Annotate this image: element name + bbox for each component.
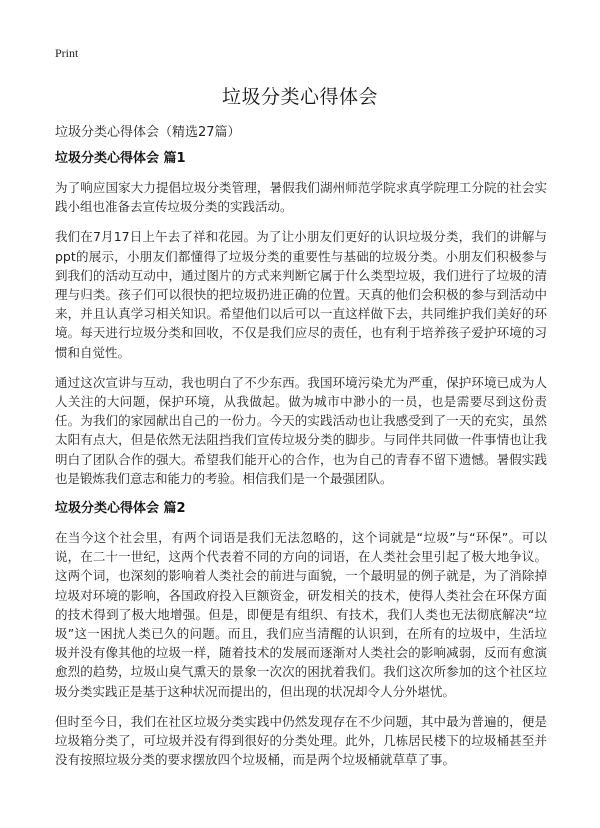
document-content <box>55 149 547 780</box>
paragraph: 但时至今日，我们在社区垃圾分类实践中仍然发现存在不少问题，其中最为普遍的，便是垃圾箱分类了，可垃圾并没有得到很好的分类处理。此外，几栋居民楼下的垃圾桶甚至并没有按照垃圾分类的要求摆放四个垃圾桶，而是两个垃圾桶就草草了事。 <box>55 713 547 768</box>
section-heading: 垃圾分类心得体会 篇2 <box>55 501 186 517</box>
document-title: 垃圾分类心得体会 <box>221 86 378 108</box>
paragraph: 在当今这个社会里，有两个词语是我们无法忽略的，这个词就是“垃圾”与“环保”。可以说，在二十一世纪，这两个代表着不同的方向的词语，在人类社会里引起了极大地争议。这两个词，也深刻的影响着人类社会的前进与面貌，一个最明显的例子就是，为了消除掉垃圾对环境的影响，各国政府投入巨额资金，研发相关的技术，使得人类社会在环保方面的技术得到了极大地增强。但是，即便是有组织、有技术，我们人类也无法彻底解决“垃圾”这一困扰人类已久的问题。而且，我们应当清醒的认识到，在所有的垃圾中，生活垃圾并没有像其他的垃圾一样，随着技术的发展而逐渐对人类社会的影响减弱，反而有愈演愈烈的趋势，垃圾山臭气熏天的景象一次次的困扰着我们。我们这次所参加的这个社区垃圾分类实践正是基于这种状况而提出的，但出现的状况却令人分外堪忧。 <box>55 530 547 699</box>
document-subtitle: 垃圾分类心得体会（精选27篇） <box>55 125 241 140</box>
paragraph: 通过这次宣讲与互动，我也明白了不少东西。我国环境污染尤为严重，保护环境已成为人人关注的大问题，保护环境，从我做起。做为城市中渺小的一员，也是需要尽到这份责任。为我们的家园献出自己的一份力。今天的实践活动也让我感受到了一天的充实，虽然太阳有点大，但是依然无法阻挡我们宣传垃圾分类的脚步。与同伴共同做一件事情也让我明白了团队合作的强大。希望我们能开心的合作，也为自己的青春不留下遗憾。暑假实践也是锻炼我们意志和能力的考验。相信我们是一个最强团队。 <box>55 374 547 486</box>
section-2 <box>55 499 547 769</box>
print-label: Print <box>55 46 79 60</box>
section-heading: 垃圾分类心得体会 篇1 <box>55 151 186 166</box>
section-1 <box>55 149 547 488</box>
paragraph: 为了响应国家大力提倡垃圾分类管理，暑假我们湖州师范学院求真学院理工分院的社会实践小组也准备去宣传垃圾分类的实践活动。 <box>55 180 547 215</box>
paragraph: 我们在7月17日上午去了祥和花园。为了让小朋友们更好的认识垃圾分类，我们的讲解与ppt的展示，小朋友们都懂得了垃圾分类的重要性与基础的垃圾分类。小朋友们积极参与到我们的活动互动中，通过图片的方式来判断它属于什么类型垃圾，我们进行了垃圾的清理与归类。孩子们可以很快的把垃圾扔进正确的位置。天真的他们会积极的参与到活动中来，并且认真学习相关知识。希望他们以后可以一直这样做下去，共同维护我们美好的环境。每天进行垃圾分类和回收，不仅是我们应尽的责任，也有利于培养孩子爱护环境的习惯和自觉性。 <box>55 229 547 360</box>
